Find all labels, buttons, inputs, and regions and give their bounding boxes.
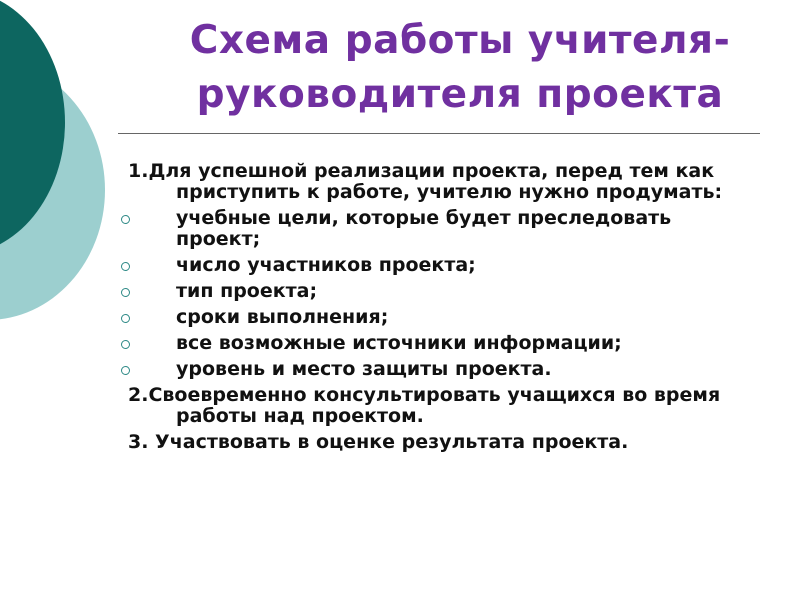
hollow-circle-bullet-icon bbox=[121, 340, 130, 349]
slide-body bbox=[118, 161, 758, 458]
hollow-circle-bullet-icon bbox=[121, 262, 130, 271]
bullet-item-goals bbox=[118, 208, 758, 250]
bullet-item-sources bbox=[118, 333, 758, 354]
bullet-item-type bbox=[118, 281, 758, 302]
bullet-item-defense bbox=[118, 359, 758, 380]
hollow-circle-bullet-icon bbox=[121, 314, 130, 323]
bullet-item-text: все возможные источники информации; bbox=[176, 332, 622, 354]
hollow-circle-bullet-icon bbox=[121, 288, 130, 297]
bullet-item-deadlines bbox=[118, 307, 758, 328]
bullet-item-text: число участников проекта; bbox=[176, 254, 476, 276]
bullet-item-participants bbox=[118, 255, 758, 276]
bullet-item-text: уровень и место защиты проекта. bbox=[176, 358, 552, 380]
slide-title: Схема работы учителя-руководителя проекта bbox=[189, 18, 731, 117]
point-2: 2.Своевременно консультировать учащихся во время работы над проектом. bbox=[128, 384, 721, 427]
point-3: 3. Участвовать в оценке результата проекта. bbox=[128, 431, 629, 453]
hollow-circle-bullet-icon bbox=[121, 366, 130, 375]
title-divider bbox=[118, 133, 760, 134]
hollow-circle-bullet-icon bbox=[121, 215, 130, 224]
bullet-item-text: тип проекта; bbox=[176, 280, 318, 302]
point-1: 1.Для успешной реализации проекта, перед тем как приступить к работе, учителю нужно продумать: bbox=[128, 160, 723, 203]
bullet-item-text: учебные цели, которые будет преследовать проект; bbox=[176, 207, 672, 250]
bullet-item-text: сроки выполнения; bbox=[176, 306, 389, 328]
